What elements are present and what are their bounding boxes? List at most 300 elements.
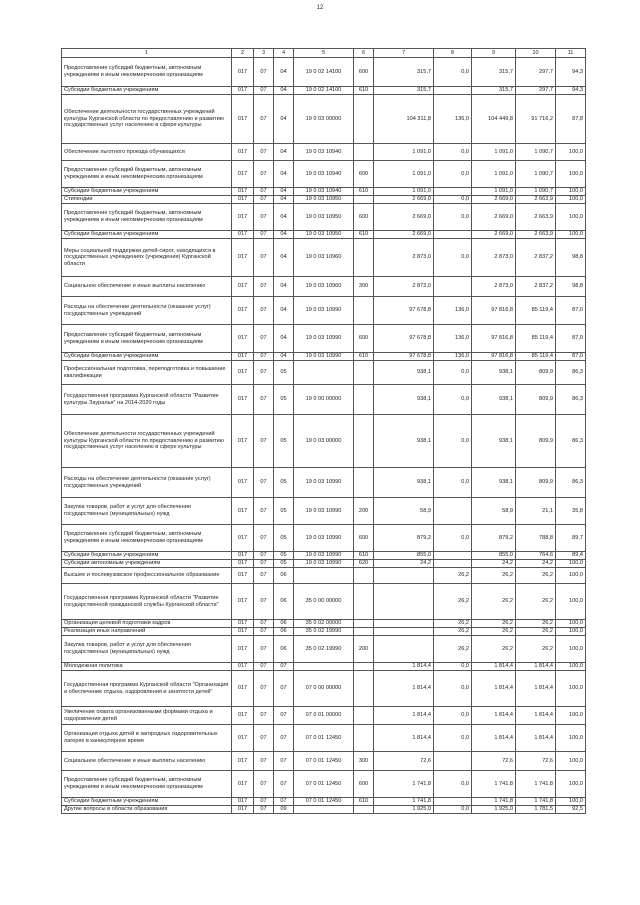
change-amount: 0,0 bbox=[434, 806, 472, 814]
percent-executed: 100,0 bbox=[556, 568, 586, 584]
approved-amount bbox=[374, 584, 434, 620]
row-name: Государственная программа Курганской области "Развитие культуры Зауралья" на 2014-2020 годы bbox=[62, 385, 232, 415]
refined-amount: 938,1 bbox=[472, 361, 516, 385]
admin-code: 017 bbox=[232, 568, 254, 584]
expense-type: 610 bbox=[354, 188, 374, 196]
approved-amount: 1 091,0 bbox=[374, 161, 434, 188]
executed-amount: 764,6 bbox=[516, 552, 556, 560]
target-article: 07 0 01 12450 bbox=[294, 752, 354, 771]
executed-amount: 1 814,4 bbox=[516, 663, 556, 671]
change-amount: 0,0 bbox=[434, 144, 472, 161]
target-article: 07 0 01 00000 bbox=[294, 707, 354, 725]
subsection-code: 09 bbox=[274, 806, 294, 814]
approved-amount bbox=[374, 628, 434, 636]
section-code: 07 bbox=[254, 798, 274, 806]
column-number-cell: 3 bbox=[254, 49, 274, 58]
percent-executed: 98,8 bbox=[556, 239, 586, 277]
change-amount bbox=[434, 752, 472, 771]
approved-amount: 1 091,0 bbox=[374, 144, 434, 161]
expense-type: 200 bbox=[354, 498, 374, 525]
approved-amount bbox=[374, 568, 434, 584]
change-amount: 0,0 bbox=[434, 671, 472, 707]
subsection-code: 04 bbox=[274, 239, 294, 277]
executed-amount: 297,7 bbox=[516, 58, 556, 87]
subsection-code: 06 bbox=[274, 584, 294, 620]
section-code: 07 bbox=[254, 707, 274, 725]
refined-amount: 938,1 bbox=[472, 468, 516, 498]
approved-amount: 72,6 bbox=[374, 752, 434, 771]
refined-amount: 2 669,0 bbox=[472, 231, 516, 239]
target-article bbox=[294, 806, 354, 814]
table-row bbox=[62, 144, 586, 161]
admin-code: 017 bbox=[232, 620, 254, 628]
admin-code: 017 bbox=[232, 87, 254, 95]
table-row bbox=[62, 498, 586, 525]
executed-amount: 297,7 bbox=[516, 87, 556, 95]
percent-executed: 86,3 bbox=[556, 415, 586, 468]
expense-type bbox=[354, 725, 374, 752]
table-row bbox=[62, 297, 586, 325]
target-article: 35 0 02 19990 bbox=[294, 628, 354, 636]
subsection-code: 07 bbox=[274, 752, 294, 771]
executed-amount: 85 119,4 bbox=[516, 297, 556, 325]
expense-type bbox=[354, 663, 374, 671]
admin-code: 017 bbox=[232, 325, 254, 353]
row-name: Закупка товаров, работ и услуг для обеспечения государственных (муниципальных) нужд bbox=[62, 636, 232, 663]
expense-type bbox=[354, 584, 374, 620]
table-row bbox=[62, 584, 586, 620]
percent-executed: 100,0 bbox=[556, 144, 586, 161]
subsection-code: 06 bbox=[274, 620, 294, 628]
table-row bbox=[62, 385, 586, 415]
refined-amount: 24,2 bbox=[472, 560, 516, 568]
admin-code: 017 bbox=[232, 798, 254, 806]
refined-amount: 97 816,8 bbox=[472, 325, 516, 353]
percent-executed: 86,3 bbox=[556, 468, 586, 498]
table-row bbox=[62, 277, 586, 297]
percent-executed: 87,0 bbox=[556, 353, 586, 361]
executed-amount: 1 781,5 bbox=[516, 806, 556, 814]
change-amount: 26,2 bbox=[434, 568, 472, 584]
column-number-cell: 1 bbox=[62, 49, 232, 58]
row-name: Предоставление субсидий бюджетным, автономным учреждениям и иным некоммерческим организациям bbox=[62, 204, 232, 231]
executed-amount: 809,9 bbox=[516, 468, 556, 498]
change-amount: 0,0 bbox=[434, 239, 472, 277]
page-number: 12 bbox=[316, 5, 324, 11]
section-code: 07 bbox=[254, 385, 274, 415]
target-article: 19 0 03 10990 bbox=[294, 353, 354, 361]
table-row bbox=[62, 725, 586, 752]
percent-executed: 100,0 bbox=[556, 620, 586, 628]
approved-amount: 97 678,8 bbox=[374, 353, 434, 361]
target-article bbox=[294, 663, 354, 671]
row-name: Субсидии бюджетным учреждениям bbox=[62, 87, 232, 95]
subsection-code: 07 bbox=[274, 771, 294, 798]
target-article: 19 0 02 14100 bbox=[294, 58, 354, 87]
table-row bbox=[62, 628, 586, 636]
section-code: 07 bbox=[254, 188, 274, 196]
subsection-code: 04 bbox=[274, 161, 294, 188]
expense-type: 610 bbox=[354, 87, 374, 95]
approved-amount: 1 814,4 bbox=[374, 725, 434, 752]
subsection-code: 04 bbox=[274, 196, 294, 204]
change-amount: 0,0 bbox=[434, 161, 472, 188]
refined-amount: 97 816,8 bbox=[472, 353, 516, 361]
admin-code: 017 bbox=[232, 498, 254, 525]
subsection-code: 05 bbox=[274, 525, 294, 552]
change-amount: 0,0 bbox=[434, 707, 472, 725]
subsection-code: 06 bbox=[274, 636, 294, 663]
table-row bbox=[62, 707, 586, 725]
executed-amount: 1 741,8 bbox=[516, 798, 556, 806]
refined-amount: 2 669,0 bbox=[472, 196, 516, 204]
refined-amount: 2 873,0 bbox=[472, 277, 516, 297]
refined-amount: 1 814,4 bbox=[472, 707, 516, 725]
change-amount bbox=[434, 87, 472, 95]
executed-amount: 26,2 bbox=[516, 568, 556, 584]
expense-type bbox=[354, 415, 374, 468]
executed-amount: 1 814,4 bbox=[516, 725, 556, 752]
column-number-cell: 11 bbox=[556, 49, 586, 58]
subsection-code: 07 bbox=[274, 725, 294, 752]
admin-code: 017 bbox=[232, 707, 254, 725]
executed-amount: 72,6 bbox=[516, 752, 556, 771]
target-article: 19 0 03 10960 bbox=[294, 239, 354, 277]
section-code: 07 bbox=[254, 468, 274, 498]
table-row bbox=[62, 525, 586, 552]
target-article: 19 0 03 10990 bbox=[294, 297, 354, 325]
executed-amount: 26,2 bbox=[516, 628, 556, 636]
expense-type: 600 bbox=[354, 161, 374, 188]
section-code: 07 bbox=[254, 204, 274, 231]
table-row bbox=[62, 620, 586, 628]
approved-amount: 2 873,0 bbox=[374, 277, 434, 297]
percent-executed: 100,0 bbox=[556, 560, 586, 568]
percent-executed: 98,8 bbox=[556, 277, 586, 297]
section-code: 07 bbox=[254, 620, 274, 628]
admin-code: 017 bbox=[232, 415, 254, 468]
expense-type: 300 bbox=[354, 277, 374, 297]
admin-code: 017 bbox=[232, 353, 254, 361]
refined-amount: 1 091,0 bbox=[472, 144, 516, 161]
table-row bbox=[62, 415, 586, 468]
percent-executed: 100,0 bbox=[556, 628, 586, 636]
change-amount: 26,2 bbox=[434, 636, 472, 663]
row-name: Предоставление субсидий бюджетным, автономным учреждениям и иным некоммерческим организациям bbox=[62, 771, 232, 798]
section-code: 07 bbox=[254, 725, 274, 752]
expense-type: 610 bbox=[354, 552, 374, 560]
expense-type: 600 bbox=[354, 325, 374, 353]
table-row bbox=[62, 361, 586, 385]
row-name: Социальное обеспечение и иные выплаты населению bbox=[62, 277, 232, 297]
section-code: 07 bbox=[254, 353, 274, 361]
row-name: Организация отдыха детей в загородных оздоровительных лагерях в каникулярное время bbox=[62, 725, 232, 752]
admin-code: 017 bbox=[232, 671, 254, 707]
section-code: 07 bbox=[254, 161, 274, 188]
executed-amount: 2 663,9 bbox=[516, 196, 556, 204]
row-name: Предоставление субсидий бюджетным, автономным учреждениям и иным некоммерческим организациям bbox=[62, 325, 232, 353]
percent-executed: 87,0 bbox=[556, 325, 586, 353]
percent-executed: 100,0 bbox=[556, 584, 586, 620]
executed-amount: 788,8 bbox=[516, 525, 556, 552]
target-article: 19 0 03 10940 bbox=[294, 144, 354, 161]
refined-amount: 1 741,8 bbox=[472, 798, 516, 806]
admin-code: 017 bbox=[232, 628, 254, 636]
refined-amount: 1 814,4 bbox=[472, 725, 516, 752]
target-article: 19 0 03 10940 bbox=[294, 188, 354, 196]
table-body bbox=[62, 49, 586, 814]
row-name: Субсидии бюджетным учреждениям bbox=[62, 353, 232, 361]
percent-executed: 87,0 bbox=[556, 297, 586, 325]
change-amount: 26,2 bbox=[434, 584, 472, 620]
subsection-code: 06 bbox=[274, 628, 294, 636]
approved-amount: 879,2 bbox=[374, 525, 434, 552]
approved-amount: 1 091,0 bbox=[374, 188, 434, 196]
target-article: 19 0 03 10940 bbox=[294, 161, 354, 188]
subsection-code: 05 bbox=[274, 361, 294, 385]
admin-code: 017 bbox=[232, 188, 254, 196]
approved-amount bbox=[374, 620, 434, 628]
expense-type bbox=[354, 239, 374, 277]
target-article bbox=[294, 568, 354, 584]
subsection-code: 04 bbox=[274, 297, 294, 325]
target-article bbox=[294, 361, 354, 385]
refined-amount: 1 091,0 bbox=[472, 188, 516, 196]
column-number-row bbox=[62, 49, 586, 58]
row-name: Обеспечение льготного проезда обучающихся bbox=[62, 144, 232, 161]
expense-type bbox=[354, 628, 374, 636]
row-name: Расходы на обеспечение деятельности (оказание услуг) государственных учреждений bbox=[62, 468, 232, 498]
subsection-code: 04 bbox=[274, 231, 294, 239]
table-row bbox=[62, 671, 586, 707]
row-name: Профессиональная подготовка, переподготовка и повышение квалификации bbox=[62, 361, 232, 385]
target-article: 19 0 03 10950 bbox=[294, 204, 354, 231]
expense-type bbox=[354, 806, 374, 814]
executed-amount: 1 090,7 bbox=[516, 161, 556, 188]
refined-amount: 315,7 bbox=[472, 58, 516, 87]
expense-type bbox=[354, 196, 374, 204]
executed-amount: 2 837,2 bbox=[516, 277, 556, 297]
target-article: 35 0 00 00000 bbox=[294, 584, 354, 620]
table-row bbox=[62, 468, 586, 498]
admin-code: 017 bbox=[232, 204, 254, 231]
column-number-cell: 6 bbox=[354, 49, 374, 58]
column-number-cell: 4 bbox=[274, 49, 294, 58]
executed-amount: 1 090,7 bbox=[516, 188, 556, 196]
approved-amount: 938,1 bbox=[374, 361, 434, 385]
refined-amount: 938,1 bbox=[472, 385, 516, 415]
refined-amount: 938,1 bbox=[472, 415, 516, 468]
executed-amount: 1 090,7 bbox=[516, 144, 556, 161]
expense-type bbox=[354, 385, 374, 415]
subsection-code: 07 bbox=[274, 671, 294, 707]
refined-amount: 1 741,8 bbox=[472, 771, 516, 798]
expense-type bbox=[354, 95, 374, 144]
subsection-code: 05 bbox=[274, 560, 294, 568]
change-amount: 0,0 bbox=[434, 58, 472, 87]
approved-amount: 2 873,0 bbox=[374, 239, 434, 277]
admin-code: 017 bbox=[232, 361, 254, 385]
target-article: 19 0 02 14100 bbox=[294, 87, 354, 95]
table-row bbox=[62, 95, 586, 144]
target-article: 19 0 03 10990 bbox=[294, 325, 354, 353]
refined-amount: 1 814,4 bbox=[472, 671, 516, 707]
row-name: Субсидии бюджетным учреждениям bbox=[62, 552, 232, 560]
row-name: Субсидии бюджетным учреждениям bbox=[62, 188, 232, 196]
approved-amount: 2 669,0 bbox=[374, 204, 434, 231]
table-row bbox=[62, 663, 586, 671]
section-code: 07 bbox=[254, 771, 274, 798]
approved-amount: 1 741,8 bbox=[374, 798, 434, 806]
change-amount: 0,0 bbox=[434, 204, 472, 231]
executed-amount: 21,1 bbox=[516, 498, 556, 525]
row-name: Обеспечение деятельности государственных учреждений культуры Курганской области по предоставлению и развитию государственных услуг населению в сфере культуры bbox=[62, 95, 232, 144]
approved-amount: 58,9 bbox=[374, 498, 434, 525]
change-amount: 136,0 bbox=[434, 353, 472, 361]
admin-code: 017 bbox=[232, 525, 254, 552]
executed-amount: 85 119,4 bbox=[516, 325, 556, 353]
executed-amount: 2 663,9 bbox=[516, 204, 556, 231]
section-code: 07 bbox=[254, 752, 274, 771]
executed-amount: 2 837,2 bbox=[516, 239, 556, 277]
target-article: 07 0 00 00000 bbox=[294, 671, 354, 707]
approved-amount: 855,0 bbox=[374, 552, 434, 560]
refined-amount: 26,2 bbox=[472, 636, 516, 663]
refined-amount: 879,2 bbox=[472, 525, 516, 552]
expense-type: 610 bbox=[354, 231, 374, 239]
target-article: 19 0 03 00000 bbox=[294, 95, 354, 144]
expense-type: 600 bbox=[354, 204, 374, 231]
change-amount: 136,0 bbox=[434, 297, 472, 325]
approved-amount: 97 678,8 bbox=[374, 325, 434, 353]
table-row bbox=[62, 87, 586, 95]
expense-type: 610 bbox=[354, 353, 374, 361]
expense-type bbox=[354, 468, 374, 498]
section-code: 07 bbox=[254, 325, 274, 353]
refined-amount: 1 091,0 bbox=[472, 161, 516, 188]
refined-amount: 315,7 bbox=[472, 87, 516, 95]
executed-amount: 809,9 bbox=[516, 415, 556, 468]
change-amount: 0,0 bbox=[434, 361, 472, 385]
executed-amount: 26,2 bbox=[516, 584, 556, 620]
section-code: 07 bbox=[254, 806, 274, 814]
table-row bbox=[62, 752, 586, 771]
admin-code: 017 bbox=[232, 297, 254, 325]
refined-amount: 26,2 bbox=[472, 620, 516, 628]
target-article: 19 0 03 00000 bbox=[294, 415, 354, 468]
approved-amount: 1 814,4 bbox=[374, 671, 434, 707]
section-code: 07 bbox=[254, 196, 274, 204]
executed-amount: 809,9 bbox=[516, 361, 556, 385]
approved-amount: 97 678,8 bbox=[374, 297, 434, 325]
executed-amount: 809,9 bbox=[516, 385, 556, 415]
refined-amount: 104 449,8 bbox=[472, 95, 516, 144]
subsection-code: 04 bbox=[274, 277, 294, 297]
section-code: 07 bbox=[254, 95, 274, 144]
approved-amount: 315,7 bbox=[374, 87, 434, 95]
subsection-code: 05 bbox=[274, 498, 294, 525]
row-name: Реализация иных направлений bbox=[62, 628, 232, 636]
expense-type: 300 bbox=[354, 752, 374, 771]
admin-code: 017 bbox=[232, 144, 254, 161]
change-amount bbox=[434, 188, 472, 196]
target-article: 19 0 03 10990 bbox=[294, 468, 354, 498]
subsection-code: 04 bbox=[274, 144, 294, 161]
percent-executed: 100,0 bbox=[556, 707, 586, 725]
approved-amount: 24,2 bbox=[374, 560, 434, 568]
table-row bbox=[62, 231, 586, 239]
expense-type bbox=[354, 361, 374, 385]
section-code: 07 bbox=[254, 568, 274, 584]
expense-type bbox=[354, 144, 374, 161]
executed-amount: 26,2 bbox=[516, 620, 556, 628]
expense-type: 620 bbox=[354, 560, 374, 568]
section-code: 07 bbox=[254, 239, 274, 277]
row-name: Государственная программа Курганской области "Развитие государственной гражданской службы Курганской области" bbox=[62, 584, 232, 620]
subsection-code: 04 bbox=[274, 87, 294, 95]
subsection-code: 04 bbox=[274, 95, 294, 144]
refined-amount: 58,9 bbox=[472, 498, 516, 525]
section-code: 07 bbox=[254, 415, 274, 468]
table-row bbox=[62, 560, 586, 568]
executed-amount: 26,2 bbox=[516, 636, 556, 663]
refined-amount: 1 925,0 bbox=[472, 806, 516, 814]
percent-executed: 89,7 bbox=[556, 525, 586, 552]
refined-amount: 97 816,8 bbox=[472, 297, 516, 325]
percent-executed: 92,5 bbox=[556, 806, 586, 814]
subsection-code: 07 bbox=[274, 707, 294, 725]
percent-executed: 35,8 bbox=[556, 498, 586, 525]
subsection-code: 05 bbox=[274, 415, 294, 468]
change-amount: 0,0 bbox=[434, 385, 472, 415]
change-amount: 0,0 bbox=[434, 196, 472, 204]
row-name: Расходы на обеспечение деятельности (оказание услуг) государственных учреждений bbox=[62, 297, 232, 325]
approved-amount: 1 741,8 bbox=[374, 771, 434, 798]
approved-amount: 2 669,0 bbox=[374, 231, 434, 239]
admin-code: 017 bbox=[232, 196, 254, 204]
row-name: Организация целевой подготовки кадров bbox=[62, 620, 232, 628]
refined-amount: 26,2 bbox=[472, 568, 516, 584]
admin-code: 017 bbox=[232, 385, 254, 415]
percent-executed: 94,3 bbox=[556, 87, 586, 95]
row-name: Государственная программа Курганской области "Организация и обеспечение отдыха, оздоровления и занятости детей" bbox=[62, 671, 232, 707]
section-code: 07 bbox=[254, 525, 274, 552]
executed-amount: 2 663,9 bbox=[516, 231, 556, 239]
expense-type bbox=[354, 620, 374, 628]
target-article: 19 0 00 00000 bbox=[294, 385, 354, 415]
subsection-code: 07 bbox=[274, 798, 294, 806]
admin-code: 017 bbox=[232, 468, 254, 498]
percent-executed: 100,0 bbox=[556, 798, 586, 806]
column-number-cell: 10 bbox=[516, 49, 556, 58]
target-article: 07 0 01 12450 bbox=[294, 771, 354, 798]
row-name: Высшее и послевузовское профессиональное образование bbox=[62, 568, 232, 584]
subsection-code: 04 bbox=[274, 204, 294, 231]
approved-amount bbox=[374, 636, 434, 663]
target-article: 07 0 01 12450 bbox=[294, 725, 354, 752]
approved-amount: 938,1 bbox=[374, 385, 434, 415]
change-amount: 0,0 bbox=[434, 771, 472, 798]
section-code: 07 bbox=[254, 58, 274, 87]
row-name: Предоставление субсидий бюджетным, автономным учреждениям и иным некоммерческим организациям bbox=[62, 525, 232, 552]
change-amount: 0,0 bbox=[434, 468, 472, 498]
percent-executed: 100,0 bbox=[556, 204, 586, 231]
admin-code: 017 bbox=[232, 806, 254, 814]
section-code: 07 bbox=[254, 628, 274, 636]
expense-type: 600 bbox=[354, 58, 374, 87]
percent-executed: 100,0 bbox=[556, 188, 586, 196]
refined-amount: 26,2 bbox=[472, 584, 516, 620]
